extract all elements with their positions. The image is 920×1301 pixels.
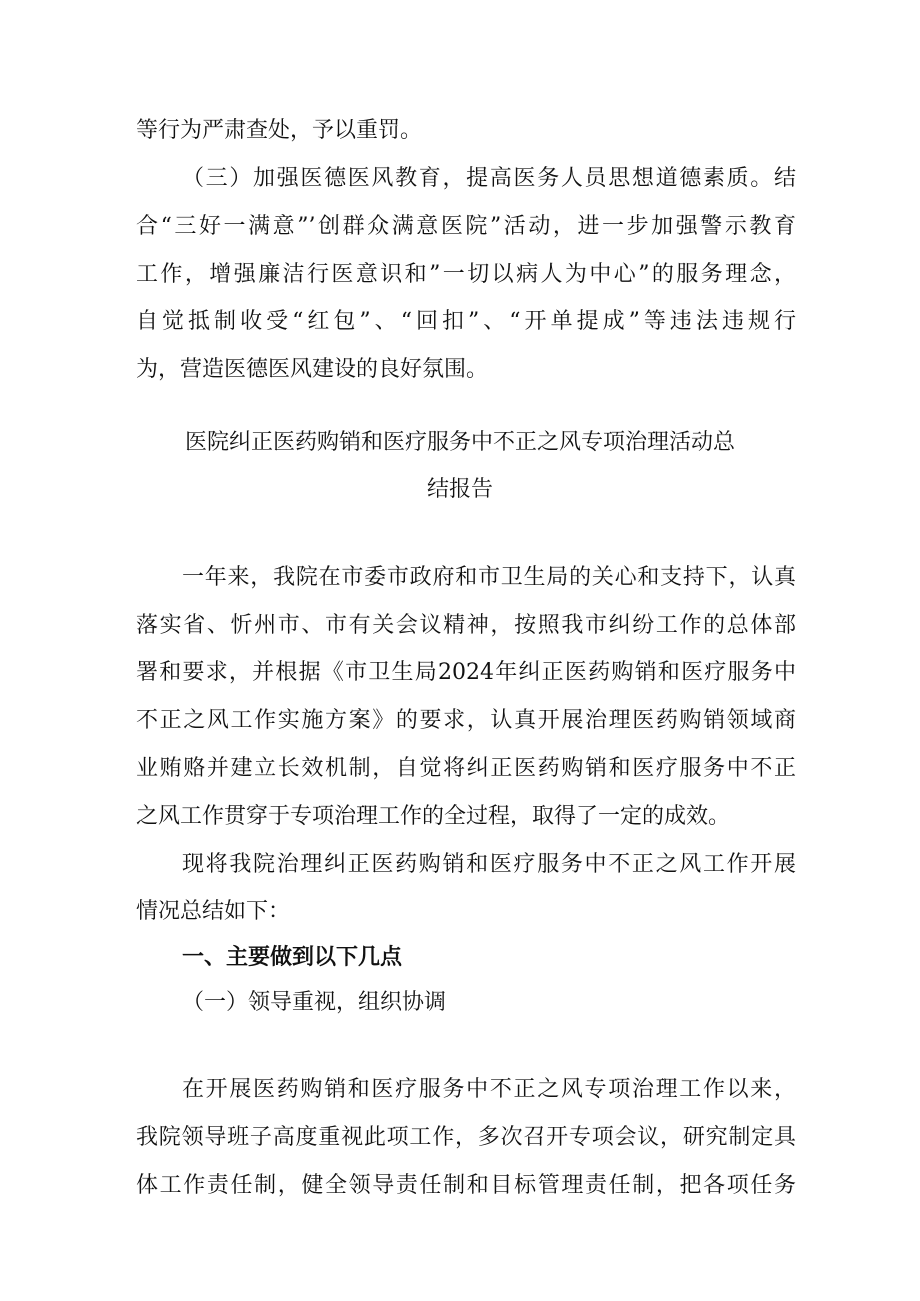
- paragraph-line: 工作，增强廉洁行医意识和”一切以病人为中心”的服务理念，: [136, 262, 796, 287]
- paragraph-line: （三）加强医德医风教育，提高医务人员思想道德素质。结: [182, 166, 796, 191]
- paragraph-line: 不正之风工作实施方案》的要求，认真开展治理医药购销领域商: [136, 708, 796, 733]
- paragraph-line: 在开展医药购销和医疗服务中不正之风专项治理工作以来，: [182, 1077, 796, 1102]
- paragraph-line: 自觉抵制收受“红包”、“回扣”、“开单提成”等违法违规行: [136, 309, 796, 334]
- paragraph-line: 我院领导班子高度重视此项工作，多次召开专项会议，研究制定具: [136, 1125, 796, 1150]
- paragraph-line: 现将我院治理纠正医药购销和医疗服务中不正之风工作开展: [182, 852, 796, 877]
- paragraph-line: 之风工作贯穿于专项治理工作的全过程，取得了一定的成效。: [136, 804, 731, 829]
- paragraph-line: 等行为严肃查处，予以重罚。: [136, 118, 423, 143]
- paragraph-line: 体工作责任制，健全领导责任制和目标管理责任制，把各项任务: [136, 1173, 796, 1198]
- subsection-heading: （一）领导重视，组织协调: [182, 990, 447, 1015]
- report-title-line-1: 医院纠正医药购销和医疗服务中不正之风专项治理活动总: [184, 430, 735, 455]
- paragraph-line: 情况总结如下：: [136, 899, 291, 924]
- paragraph-line: 业贿赂并建立长效机制，自觉将纠正医药购销和医疗服务中不正: [136, 756, 796, 781]
- section-heading: 一、主要做到以下几点: [182, 945, 403, 970]
- report-title-line-2: 结报告: [426, 477, 493, 502]
- paragraph-line: 一年来，我院在市委市政府和市卫生局的关心和支持下，认真: [182, 565, 796, 590]
- paragraph-line: 为，营造医德医风建设的良好氛围。: [136, 357, 489, 382]
- paragraph-line: 落实省、忻州市、市有关会议精神，按照我市纠纷工作的总体部: [136, 613, 796, 638]
- paragraph-line: 合“三好一满意”’创群众满意医院”活动，进一步加强警示教育: [136, 214, 796, 239]
- paragraph-line: 署和要求，并根据《市卫生局2024年纠正医药购销和医疗服务中: [136, 660, 796, 685]
